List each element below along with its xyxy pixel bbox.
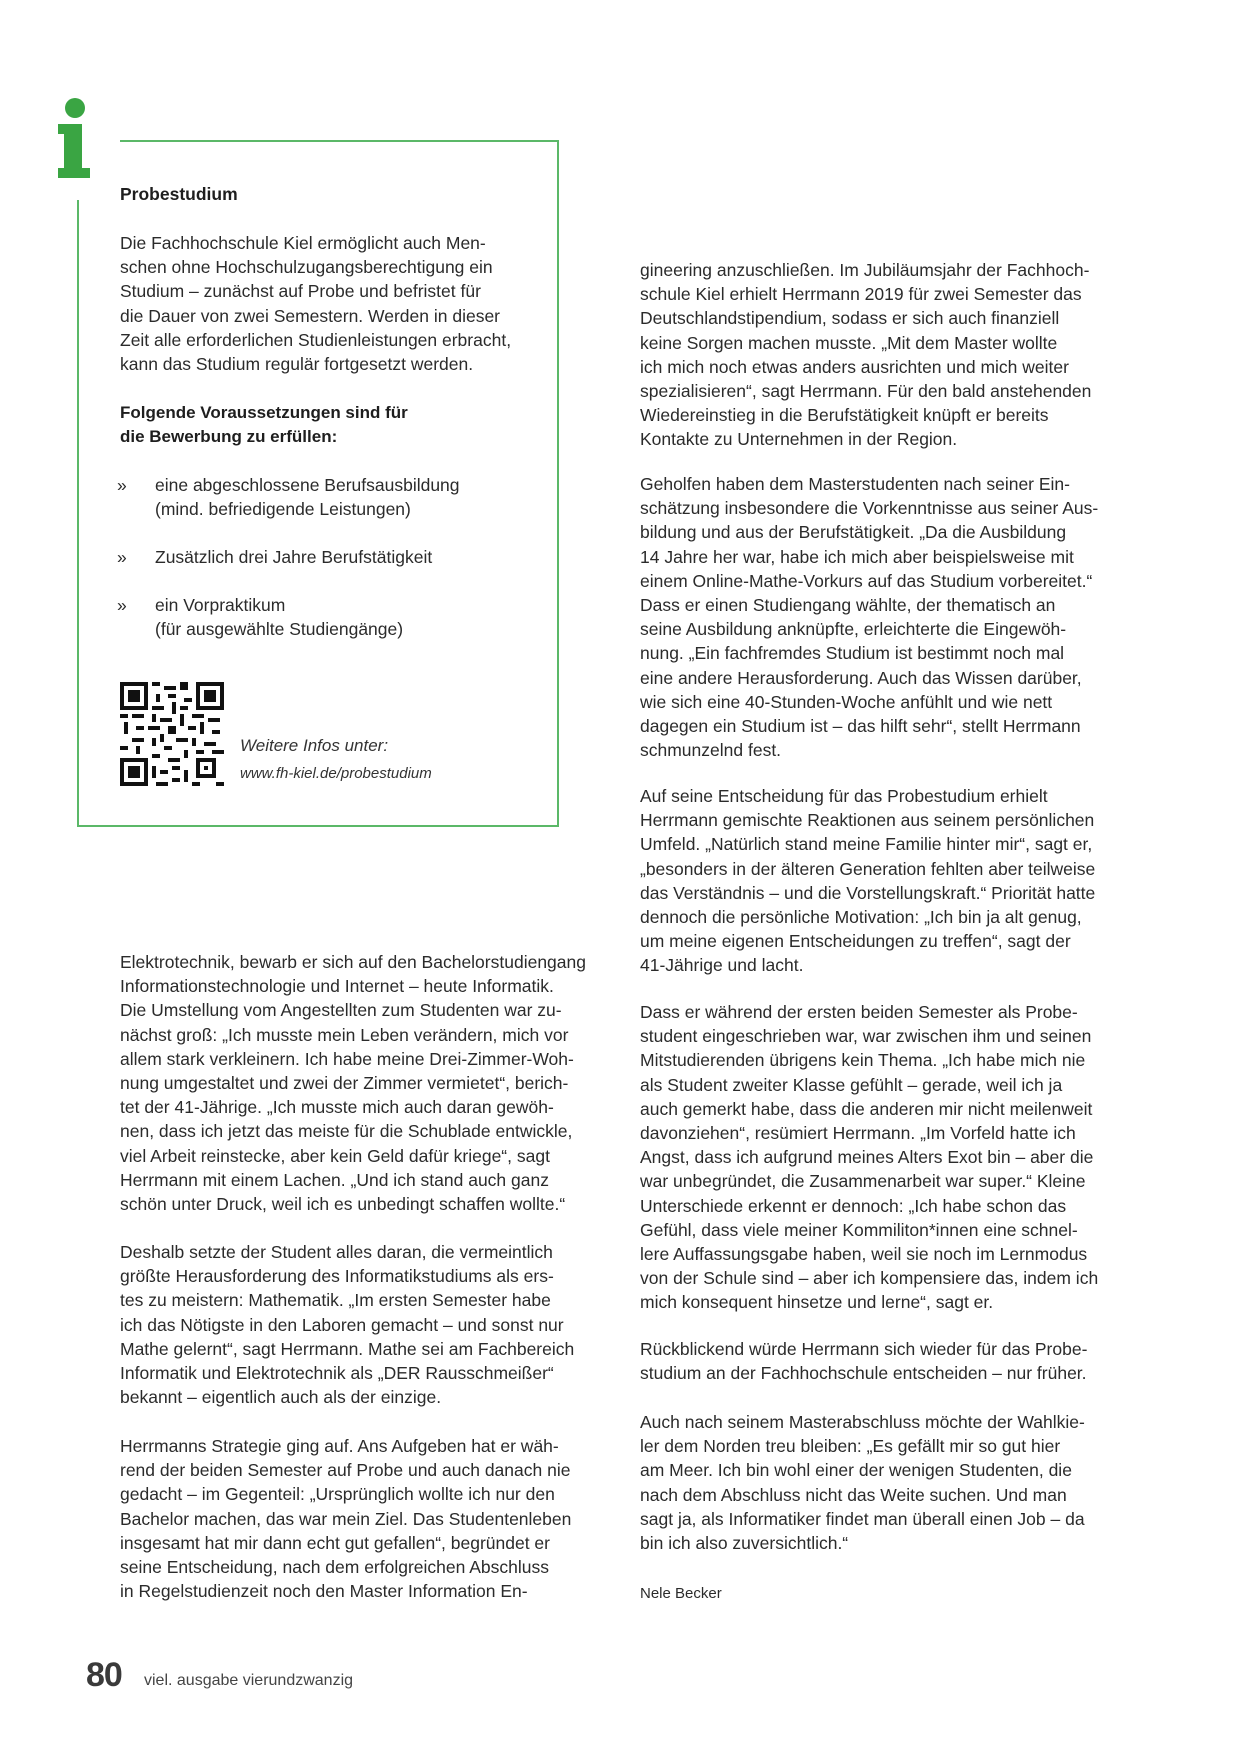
publication-name: viel. ausgabe vierundzwanzig [144,1672,354,1689]
page-number: 80 [86,1656,122,1694]
infobox-border-bottom [77,825,559,827]
bullet-mark: » [117,547,127,567]
info-icon [58,98,98,178]
right-column [640,784,1135,978]
right-column [640,1000,1135,1315]
infobox-border-top [120,140,559,142]
left-column [120,1240,610,1409]
left-column [120,1434,610,1603]
qr-code-icon[interactable] [120,682,224,786]
author-name: Nele Becker [640,1585,722,1602]
right-column [640,472,1135,762]
right-column [640,1410,1135,1555]
bullet-mark: » [117,595,127,615]
requirements-heading-line1: Folgende Voraussetzungen sind für [120,403,408,422]
infobox-title: Probestudium [120,184,238,204]
body-paragraph: Rückblickend würde Herrmann sich wieder für das Probe- studium an der Fachhochschule entscheiden – nur früher. [640,1339,1088,1384]
more-info-label: Weitere Infos unter: [240,736,389,755]
body-paragraph: Auf seine Entscheidung für das Probestudium erhielt Herrmann gemischte Reaktionen aus seinem persönlichen Umfeld. „Natürlich stand meine Familie hinter mir“, sagt er, „besonders in der älteren Generation fehlten aber teilweise das Verständnis – und die Vorstellungskraft.“ Priorität hatte dennoch die persönliche Motivation: „Ich bin ja alt genug, um meine eigenen Entscheidungen zu treffen“, sagt der 41-Jährige und lacht. [640,786,1096,976]
more-info-link[interactable]: www.fh-kiel.de/probestudium [240,765,432,782]
requirement-text: eine abgeschlossene Berufsausbildung [155,475,460,495]
body-paragraph: Geholfen haben dem Masterstudenten nach seiner Ein- schätzung insbesondere die Vorkenntnisse aus seiner Aus- bildung und aus der Berufstätigkeit. „Da die Ausbildung 14 Jahre her war, habe ich mich aber beispielsweise mit einem Online-Mathe-Vorkurs auf das Studium vorbereitet.“ Dass er einen Studiengang wählte, der thematisch an seine Ausbildung anknüpfte, erleichterte die Eingewöh- nung. „Ein fachfremdes Studium ist bestimmt noch mal eine andere Herausforderung. Auch das Wissen darüber, wie sich eine 40-Stunden-Woche anfühlt und wie nett dagegen ein Studium ist – das hilft sehr“, stellt Herrmann schmunzelnd fest. [640,474,1099,761]
left-column [120,950,610,1216]
infobox-border-left [77,200,79,827]
body-paragraph: Dass er während der ersten beiden Semester als Probe- student eingeschrieben war, war zwischen ihm und seinen Mitstudierenden übrigens kein Thema. „Ich habe mich nie als Student zweiter Klasse gefühlt – gerade, weil ich ja auch gemerkt habe, dass die anderen mir nicht meilenweit davonziehen“, resümiert Herrmann. „Im Vorfeld hatte ich Angst, dass ich aufgrund meines Alters Exot bin – aber die war unbegründet, die Zusammenarbeit war super.“ Kleine Unterschiede erkennt er dennoch: „Ich habe schon das Gefühl, dass viele meiner Kommiliton*innen eine schnel- lere Auffassungsgabe haben, weil sie noch im Lernmodus von der Schule sind – aber ich kompensiere das, indem ich mich konsequent hinsetze und lerne“, sagt er. [640,1002,1099,1313]
body-paragraph: Deshalb setzte der Student alles daran, die vermeintlich größte Herausforderung des Informatikstudiums als ers- tes zu meistern: Mathematik. „Im ersten Semester habe ich das Nötigste in den Laboren gemacht – und sonst nur Mathe gelernt“, sagt Herrmann. Mathe sei am Fachbereich Informatik und Elektrotechnik als „DER Rausschmeißer“ bekannt – eigentlich auch als der einzige. [120,1242,575,1408]
requirement-subtext: (für ausgewählte Studiengänge) [155,619,404,639]
requirement-subtext: (mind. befriedigende Leistungen) [155,499,411,519]
body-paragraph: Herrmanns Strategie ging auf. Ans Aufgeben hat er wäh- rend der beiden Semester auf Probe und auch danach nie gedacht – im Gegenteil: „Ursprünglich wollte ich nur den Bachelor machen, das war mein Ziel. Das Studentenleben insgesamt hat mir dann echt gut gefallen“, begründet er seine Entscheidung, nach dem erfolgreichen Abschluss in Regelstudienzeit noch den Master Information En- [120,1436,572,1602]
requirements-heading-line2: die Bewerbung zu erfüllen: [120,427,338,446]
body-paragraph: Auch nach seinem Masterabschluss möchte der Wahlkie- ler dem Norden treu bleiben: „Es gefällt mir so gut hier am Meer. Ich bin wohl einer der wenigen Studenten, die nach dem Abschluss nicht das Weite suchen. Und man sagt ja, als Informatiker findet man überall einen Job – da bin ich also zuversichtlich.“ [640,1412,1085,1554]
requirement-text: Zusätzlich drei Jahre Berufstätigkeit [155,547,433,567]
infobox-intro: Die Fachhochschule Kiel ermöglicht auch Men- schen ohne Hochschulzugangsberechtigung ein Studium – zunächst auf Probe und befristet für die Dauer von zwei Semestern. Werden in dieser Zeit alle erforderlichen Studienleistungen erbracht, kann das Studium regulär fortgesetzt werden. [120,233,512,375]
requirement-text: ein Vorpraktikum [155,595,286,615]
body-paragraph: gineering anzuschließen. Im Jubiläumsjahr der Fachhoch- schule Kiel erhielt Herrmann 2019 für zwei Semester das Deutschlandstipendium, sodass er sich auch finanziell keine Sorgen machen musste. „Mit dem Master wollte ich mich noch etwas anders ausrichten und mich weiter spezialisieren“, sagt Herrmann. Für den bald anstehenden Wiedereinstieg in die Berufstätigkeit knüpft er bereits Kontakte zu Unternehmen in der Region. [640,260,1092,450]
right-column [640,1337,1135,1385]
bullet-mark: » [117,475,127,495]
body-paragraph: Elektrotechnik, bewarb er sich auf den Bachelorstudiengang Informationstechnologie und Internet – heute Informatik. Die Umstellung vom Angestellten zum Studenten war zu- nächst groß: „Ich musste mein Leben verändern, mich vor allem stark verkleinern. Ich habe meine Drei-Zimmer-Woh- nung umgestaltet und zwei der Zimmer vermietet“, berich- tet der 41-Jährige. „Ich musste mich auch daran gewöh- nen, dass ich jetzt das meiste für die Schublade entwickle, viel Arbeit reinstecke, aber kein Geld dafür kriege“, sagt Herrmann mit einem Lachen. „Und ich stand auch ganz schön unter Druck, weil ich es unbedingt schaffen wollte.“ [120,952,586,1215]
right-column [640,258,1135,452]
